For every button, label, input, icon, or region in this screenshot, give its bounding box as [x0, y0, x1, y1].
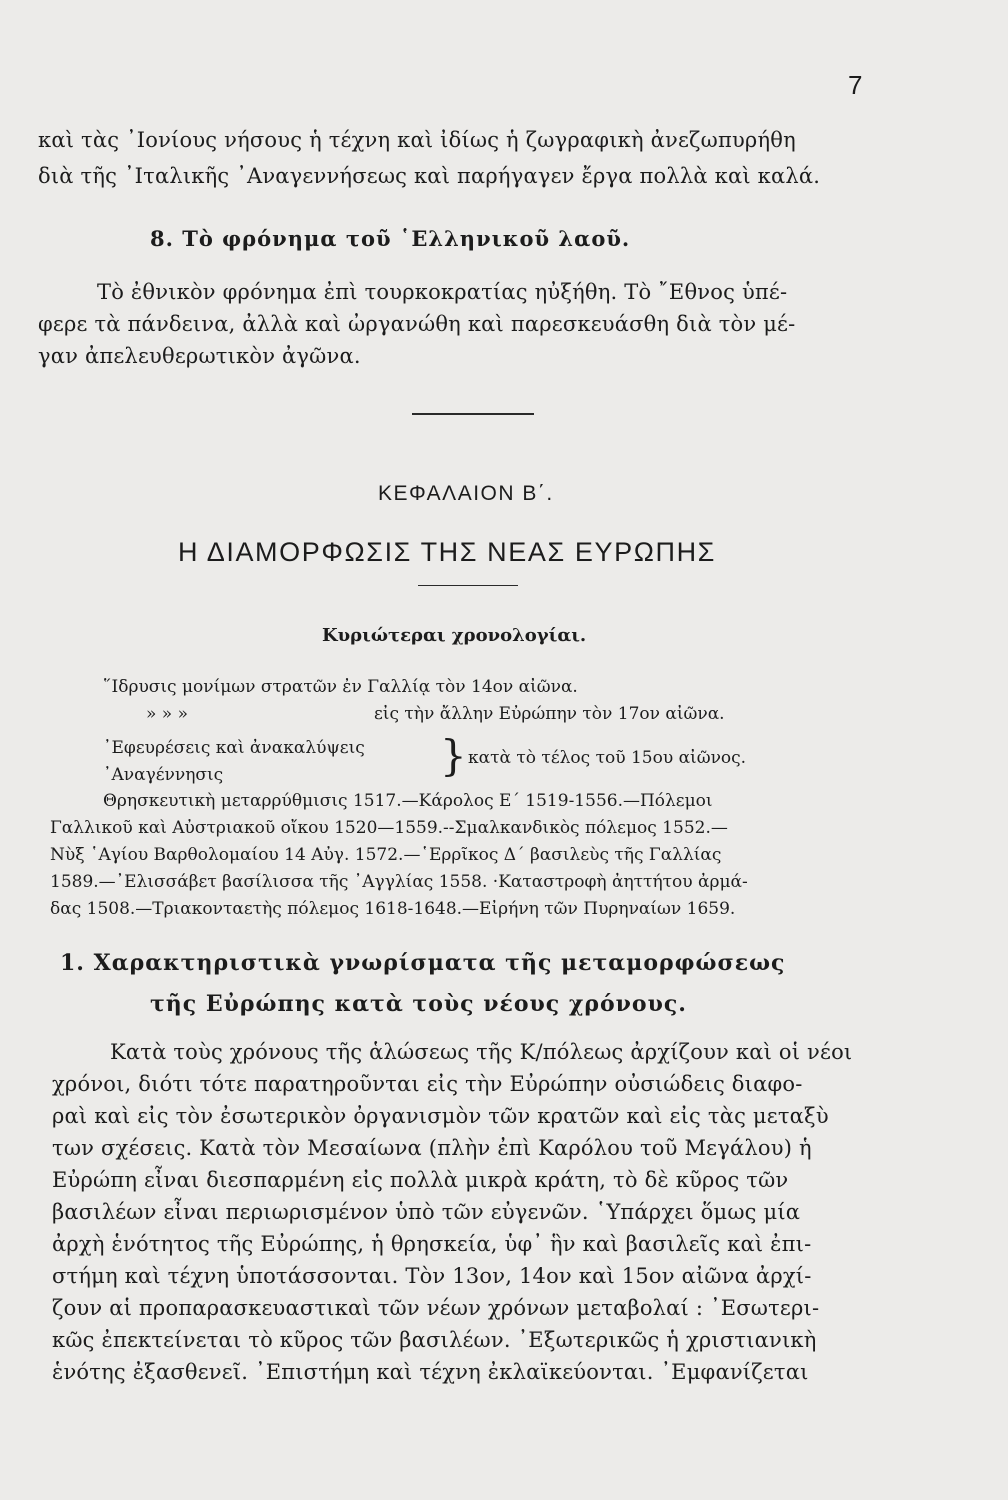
- text-line: ραὶ καὶ εἰς τὸν ἐσωτερικὸν ὀργανισμὸν τῶν κρατῶν καὶ εἰς τὰς μεταξὺ: [52, 1104, 829, 1128]
- chronology-line: Νὺξ ῾Αγίου Βαρθολομαίου 14 Αὐγ. 1572.—῾Ερρῖκος Δ΄ βασιλεὺς τῆς Γαλλίας: [50, 845, 722, 865]
- chronology-line: 1589.—᾿Ελισσάβετ βασίλισσα τῆς ᾿Αγγλίας 1558. ·Καταστροφὴ ἀηττήτου ἀρμά-: [50, 872, 748, 892]
- chronology-line: ᾿Εφευρέσεις καὶ ἀνακαλύψεις: [103, 738, 365, 758]
- section-1-heading: τῆς Εὐρώπης κατὰ τοὺς νέους χρόνους.: [150, 991, 687, 1017]
- chapter-label: ΚΕΦΑΛΑΙΟΝ Β΄.: [378, 482, 554, 505]
- brace-symbol: }: [440, 731, 467, 780]
- text-line: ἑνότης ἐξασθενεῖ. ᾿Επιστήμη καὶ τέχνη ἐκλαϊκεύονται. ᾿Εμφανίζεται: [52, 1360, 809, 1384]
- divider: [412, 413, 534, 415]
- chronology-line: εἰς τὴν ἄλλην Εὐρώπην τὸν 17ον αἰῶνα.: [374, 704, 725, 724]
- section-8-heading: 8. Τὸ φρόνημα τοῦ ῾Ελληνικοῦ λαοῦ.: [150, 226, 631, 251]
- chronology-line: δας 1508.—Τριακονταετὴς πόλεμος 1618-1648.—Εἰρήνη τῶν Πυρηναίων 1659.: [50, 899, 736, 919]
- text-line: καὶ τὰς ᾿Ιονίους νήσους ἡ τέχνη καὶ ἰδίως ἡ ζωγραφικὴ ἀνεζωπυρήθη: [38, 128, 796, 152]
- text-line: Εὐρώπη εἶναι διεσπαρμένη εἰς πολλὰ μικρὰ κράτη, τὸ δὲ κῦρος τῶν: [52, 1168, 789, 1192]
- chronology-line: Θρησκευτικὴ μεταρρύθμισις 1517.—Κάρολος Ε΄ 1519-1556.—Πόλεμοι: [103, 791, 713, 811]
- text-line: Κατὰ τοὺς χρόνους τῆς ἁλώσεως τῆς Κ/πόλεως ἀρχίζουν καὶ οἱ νέοι: [110, 1040, 853, 1064]
- ditto-marks: » » »: [146, 704, 189, 724]
- chapter-title: Η ΔΙΑΜΟΡΦΩΣΙΣ ΤΗΣ ΝΕΑΣ ΕΥΡΩΠΗΣ: [178, 537, 716, 567]
- text-line: διὰ τῆς ᾿Ιταλικῆς ᾿Αναγεννήσεως καὶ παρήγαγεν ἔργα πολλὰ καὶ καλά.: [38, 164, 821, 188]
- chronology-heading: Κυριώτεραι χρονολογίαι.: [322, 625, 587, 646]
- chronology-line: κατὰ τὸ τέλος τοῦ 15ου αἰῶνος.: [468, 748, 747, 768]
- chronology-line: ᾿Αναγέννησις: [103, 765, 224, 785]
- text-line: γαν ἀπελευθερωτικὸν ἀγῶνα.: [38, 344, 361, 368]
- text-line: φερε τὰ πάνδεινα, ἀλλὰ καὶ ὠργανώθη καὶ παρεσκευάσθη διὰ τὸν μέ-: [38, 312, 796, 336]
- text-line: βασιλέων εἶναι περιωρισμένον ὑπὸ τῶν εὐγενῶν. ῾Υπάρχει ὅμως μία: [52, 1200, 801, 1224]
- section-1-heading: 1. Χαρακτηριστικὰ γνωρίσματα τῆς μεταμορφώσεως: [60, 950, 786, 976]
- page-number: 7: [848, 70, 863, 100]
- divider: [418, 585, 518, 586]
- text-line: χρόνοι, διότι τότε παρατηροῦνται εἰς τὴν Εὐρώπην οὐσιώδεις διαφο-: [52, 1072, 803, 1096]
- text-line: των σχέσεις. Κατὰ τὸν Μεσαίωνα (πλὴν ἐπὶ Καρόλου τοῦ Μεγάλου) ἡ: [52, 1136, 812, 1160]
- text-line: στήμη καὶ τέχνη ὑποτάσσονται. Τὸν 13ον, 14ον καὶ 15ον αἰῶνα ἀρχί-: [52, 1264, 812, 1288]
- text-line: κῶς ἐπεκτείνεται τὸ κῦρος τῶν βασιλέων. ᾿Εξωτερικῶς ἡ χριστιανικὴ: [52, 1328, 817, 1352]
- text-line: Τὸ ἐθνικὸν φρόνημα ἐπὶ τουρκοκρατίας ηὐξήθη. Τὸ ῎Εθνος ὑπέ-: [97, 280, 788, 304]
- chronology-line: ῞Ιδρυσις μονίμων στρατῶν ἐν Γαλλίᾳ τὸν 14ον αἰῶνα.: [103, 677, 578, 697]
- chronology-line: Γαλλικοῦ καὶ Αὐστριακοῦ οἴκου 1520—1559.--Σμαλκανδικὸς πόλεμος 1552.—: [50, 818, 728, 838]
- text-line: ἀρχὴ ἑνότητος τῆς Εὐρώπης, ἡ θρησκεία, ὑφ᾿ ἣν καὶ βασιλεῖς καὶ ἐπι-: [52, 1232, 812, 1256]
- text-line: ζουν αἱ προπαρασκευαστικαὶ τῶν νέων χρόνων μεταβολαί : ᾿Εσωτερι-: [52, 1296, 820, 1320]
